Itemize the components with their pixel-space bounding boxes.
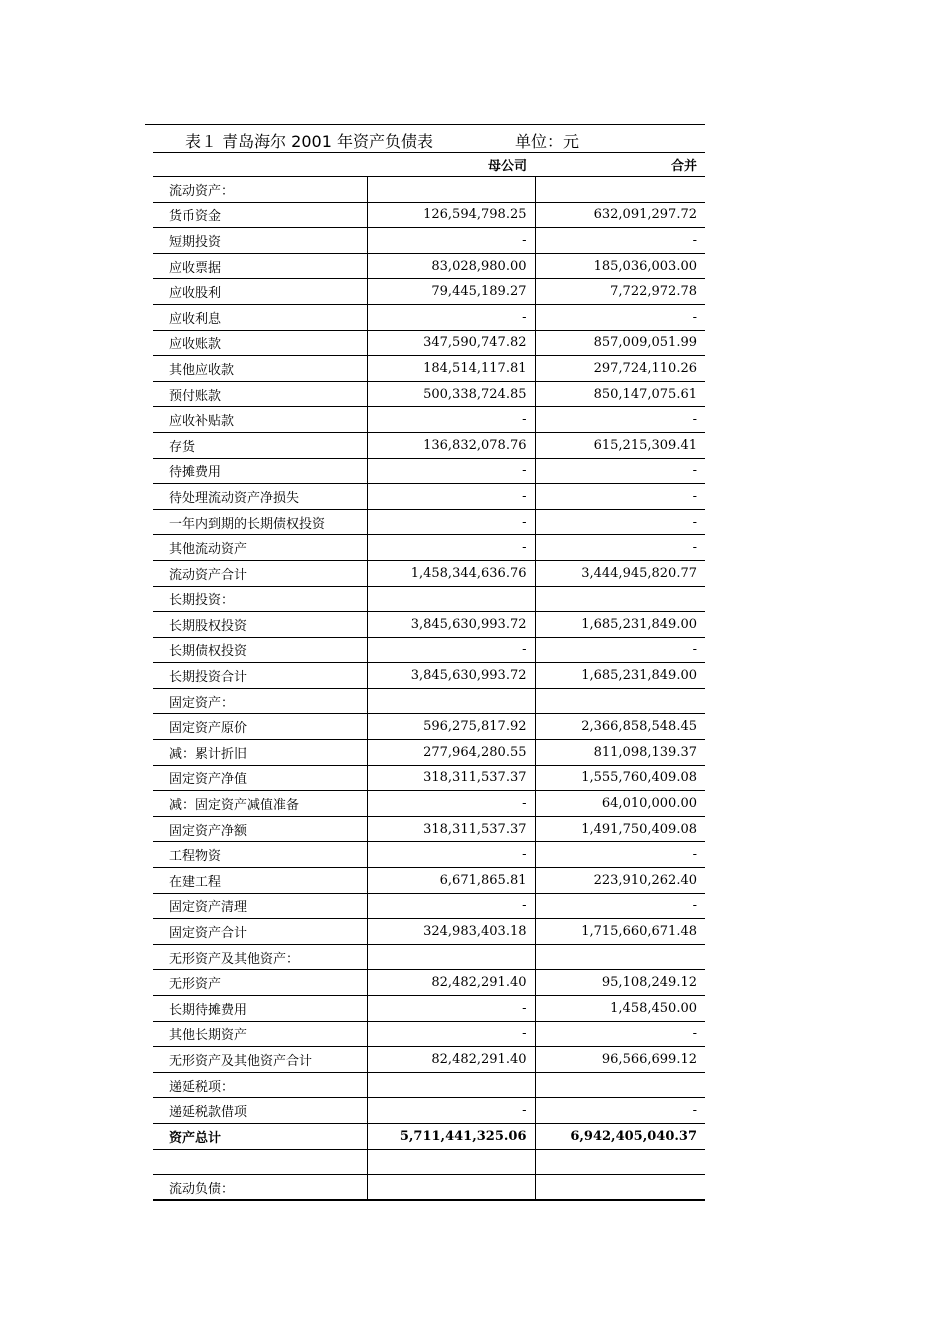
table-row xyxy=(153,509,705,535)
parent-company-value: 82,482,291.40 xyxy=(367,1047,535,1073)
table-row xyxy=(153,356,705,382)
row-label: 待摊费用 xyxy=(153,458,367,484)
consolidated-value: 2,366,858,548.45 xyxy=(535,714,705,740)
table-row xyxy=(153,714,705,740)
row-label xyxy=(153,1149,367,1175)
row-label: 固定资产净额 xyxy=(153,816,367,842)
consolidated-value: 1,685,231,849.00 xyxy=(535,612,705,638)
table-row xyxy=(153,458,705,484)
table-row xyxy=(153,842,705,868)
row-label: 应收股利 xyxy=(153,279,367,305)
parent-company-value: 500,338,724.85 xyxy=(367,381,535,407)
parent-company-value: 324,983,403.18 xyxy=(367,919,535,945)
parent-company-value: - xyxy=(367,509,535,535)
consolidated-value: 615,215,309.41 xyxy=(535,432,705,458)
consolidated-value: - xyxy=(535,509,705,535)
row-label: 固定资产： xyxy=(153,688,367,714)
row-label: 货币资金 xyxy=(153,202,367,228)
table-row xyxy=(153,279,705,305)
parent-company-value xyxy=(367,1072,535,1098)
table-row xyxy=(153,1175,705,1201)
table-row xyxy=(153,612,705,638)
parent-company-value: - xyxy=(367,228,535,254)
consolidated-value: - xyxy=(535,893,705,919)
balance-sheet xyxy=(145,124,705,1201)
row-label: 预付账款 xyxy=(153,381,367,407)
parent-company-value: 3,845,630,993.72 xyxy=(367,663,535,689)
row-label: 长期待摊费用 xyxy=(153,996,367,1022)
parent-company-value: 79,445,189.27 xyxy=(367,279,535,305)
consolidated-value: 185,036,003.00 xyxy=(535,253,705,279)
consolidated-value: - xyxy=(535,228,705,254)
table-row xyxy=(153,1123,705,1149)
table-title: 表１ 青岛海尔 2001 年资产负债表 xyxy=(185,132,433,151)
parent-company-value: 1,458,344,636.76 xyxy=(367,560,535,586)
table-row xyxy=(153,381,705,407)
consolidated-value: 64,010,000.00 xyxy=(535,791,705,817)
table-row xyxy=(153,740,705,766)
consolidated-value: 297,724,110.26 xyxy=(535,356,705,382)
parent-company-value xyxy=(367,944,535,970)
parent-company-value: 5,711,441,325.06 xyxy=(367,1123,535,1149)
parent-company-value: - xyxy=(367,407,535,433)
row-label: 在建工程 xyxy=(153,868,367,894)
row-label: 应收票据 xyxy=(153,253,367,279)
parent-company-value: - xyxy=(367,535,535,561)
table-body xyxy=(153,177,705,1201)
header-label-cell xyxy=(153,153,367,177)
row-label: 减：固定资产减值准备 xyxy=(153,791,367,817)
row-label: 固定资产清理 xyxy=(153,893,367,919)
consolidated-value: 1,555,760,409.08 xyxy=(535,765,705,791)
table-row xyxy=(153,816,705,842)
row-label: 长期投资合计 xyxy=(153,663,367,689)
consolidated-value: 632,091,297.72 xyxy=(535,202,705,228)
parent-company-value: 82,482,291.40 xyxy=(367,970,535,996)
parent-company-value xyxy=(367,586,535,612)
parent-company-value: 3,845,630,993.72 xyxy=(367,612,535,638)
header-parent-company: 母公司 xyxy=(367,153,535,177)
row-label: 应收利息 xyxy=(153,304,367,330)
row-label: 长期投资： xyxy=(153,586,367,612)
parent-company-value: - xyxy=(367,1021,535,1047)
consolidated-value xyxy=(535,586,705,612)
table-row xyxy=(153,330,705,356)
table-row xyxy=(153,484,705,510)
consolidated-value: - xyxy=(535,1098,705,1124)
consolidated-value: 1,715,660,671.48 xyxy=(535,919,705,945)
parent-company-value xyxy=(367,688,535,714)
parent-company-value: - xyxy=(367,637,535,663)
parent-company-value: - xyxy=(367,893,535,919)
parent-company-value xyxy=(367,1175,535,1201)
row-label: 其他流动资产 xyxy=(153,535,367,561)
row-label: 存货 xyxy=(153,432,367,458)
row-label: 递延税款借项 xyxy=(153,1098,367,1124)
row-label: 减：累计折旧 xyxy=(153,740,367,766)
parent-company-value: 136,832,078.76 xyxy=(367,432,535,458)
table-row xyxy=(153,560,705,586)
row-label: 其他长期资产 xyxy=(153,1021,367,1047)
consolidated-value: 1,491,750,409.08 xyxy=(535,816,705,842)
parent-company-value: 318,311,537.37 xyxy=(367,816,535,842)
consolidated-value xyxy=(535,1149,705,1175)
parent-company-value: - xyxy=(367,304,535,330)
row-label: 无形资产及其他资产合计 xyxy=(153,1047,367,1073)
table-row xyxy=(153,177,705,203)
consolidated-value: 223,910,262.40 xyxy=(535,868,705,894)
table-row xyxy=(153,432,705,458)
table-row xyxy=(153,1149,705,1175)
header-consolidated: 合并 xyxy=(535,153,705,177)
table-row xyxy=(153,637,705,663)
row-label: 短期投资 xyxy=(153,228,367,254)
table-row xyxy=(153,970,705,996)
table-row xyxy=(153,996,705,1022)
parent-company-value: - xyxy=(367,791,535,817)
table-row xyxy=(153,535,705,561)
row-label: 一年内到期的长期债权投资 xyxy=(153,509,367,535)
consolidated-value xyxy=(535,177,705,203)
header-row xyxy=(153,153,705,177)
consolidated-value: - xyxy=(535,637,705,663)
consolidated-value: 1,458,450.00 xyxy=(535,996,705,1022)
table-row xyxy=(153,868,705,894)
parent-company-value: 184,514,117.81 xyxy=(367,356,535,382)
table-row xyxy=(153,228,705,254)
table-row xyxy=(153,919,705,945)
table-row xyxy=(153,304,705,330)
consolidated-value xyxy=(535,688,705,714)
parent-company-value xyxy=(367,177,535,203)
row-label: 无形资产 xyxy=(153,970,367,996)
consolidated-value: 811,098,139.37 xyxy=(535,740,705,766)
consolidated-value: 7,722,972.78 xyxy=(535,279,705,305)
table-row xyxy=(153,1021,705,1047)
unit-label: 单位：元 xyxy=(515,132,580,151)
consolidated-value: - xyxy=(535,407,705,433)
table-row xyxy=(153,586,705,612)
consolidated-value: 850,147,075.61 xyxy=(535,381,705,407)
consolidated-value: - xyxy=(535,1021,705,1047)
table-row xyxy=(153,765,705,791)
parent-company-value: - xyxy=(367,842,535,868)
parent-company-value: 596,275,817.92 xyxy=(367,714,535,740)
balance-sheet-table xyxy=(153,152,705,1201)
row-label: 其他应收款 xyxy=(153,356,367,382)
consolidated-value xyxy=(535,1175,705,1201)
parent-company-value: 6,671,865.81 xyxy=(367,868,535,894)
row-label: 流动负债： xyxy=(153,1175,367,1201)
consolidated-value xyxy=(535,944,705,970)
consolidated-value: 6,942,405,040.37 xyxy=(535,1123,705,1149)
row-label: 流动资产： xyxy=(153,177,367,203)
parent-company-value: 347,590,747.82 xyxy=(367,330,535,356)
consolidated-value: - xyxy=(535,484,705,510)
row-label: 资产总计 xyxy=(153,1123,367,1149)
parent-company-value: 126,594,798.25 xyxy=(367,202,535,228)
row-label: 长期债权投资 xyxy=(153,637,367,663)
row-label: 固定资产净值 xyxy=(153,765,367,791)
consolidated-value: - xyxy=(535,535,705,561)
consolidated-value: 3,444,945,820.77 xyxy=(535,560,705,586)
parent-company-value: - xyxy=(367,996,535,1022)
parent-company-value: 277,964,280.55 xyxy=(367,740,535,766)
row-label: 固定资产原价 xyxy=(153,714,367,740)
consolidated-value: - xyxy=(535,842,705,868)
parent-company-value xyxy=(367,1149,535,1175)
table-row xyxy=(153,663,705,689)
table-row xyxy=(153,1047,705,1073)
consolidated-value xyxy=(535,1072,705,1098)
row-label: 无形资产及其他资产： xyxy=(153,944,367,970)
consolidated-value: 96,566,699.12 xyxy=(535,1047,705,1073)
row-label: 待处理流动资产净损失 xyxy=(153,484,367,510)
consolidated-value: 95,108,249.12 xyxy=(535,970,705,996)
row-label: 流动资产合计 xyxy=(153,560,367,586)
title-row xyxy=(145,124,705,152)
parent-company-value: - xyxy=(367,484,535,510)
consolidated-value: 857,009,051.99 xyxy=(535,330,705,356)
table-row xyxy=(153,1072,705,1098)
table-row xyxy=(153,944,705,970)
table-row xyxy=(153,791,705,817)
row-label: 递延税项： xyxy=(153,1072,367,1098)
table-row xyxy=(153,253,705,279)
parent-company-value: - xyxy=(367,458,535,484)
row-label: 工程物资 xyxy=(153,842,367,868)
table-row xyxy=(153,1098,705,1124)
consolidated-value: - xyxy=(535,304,705,330)
table-row xyxy=(153,893,705,919)
parent-company-value: 83,028,980.00 xyxy=(367,253,535,279)
consolidated-value: - xyxy=(535,458,705,484)
table-row xyxy=(153,407,705,433)
row-label: 固定资产合计 xyxy=(153,919,367,945)
row-label: 应收补贴款 xyxy=(153,407,367,433)
row-label: 应收账款 xyxy=(153,330,367,356)
parent-company-value: - xyxy=(367,1098,535,1124)
table-row xyxy=(153,688,705,714)
parent-company-value: 318,311,537.37 xyxy=(367,765,535,791)
consolidated-value: 1,685,231,849.00 xyxy=(535,663,705,689)
row-label: 长期股权投资 xyxy=(153,612,367,638)
table-row xyxy=(153,202,705,228)
